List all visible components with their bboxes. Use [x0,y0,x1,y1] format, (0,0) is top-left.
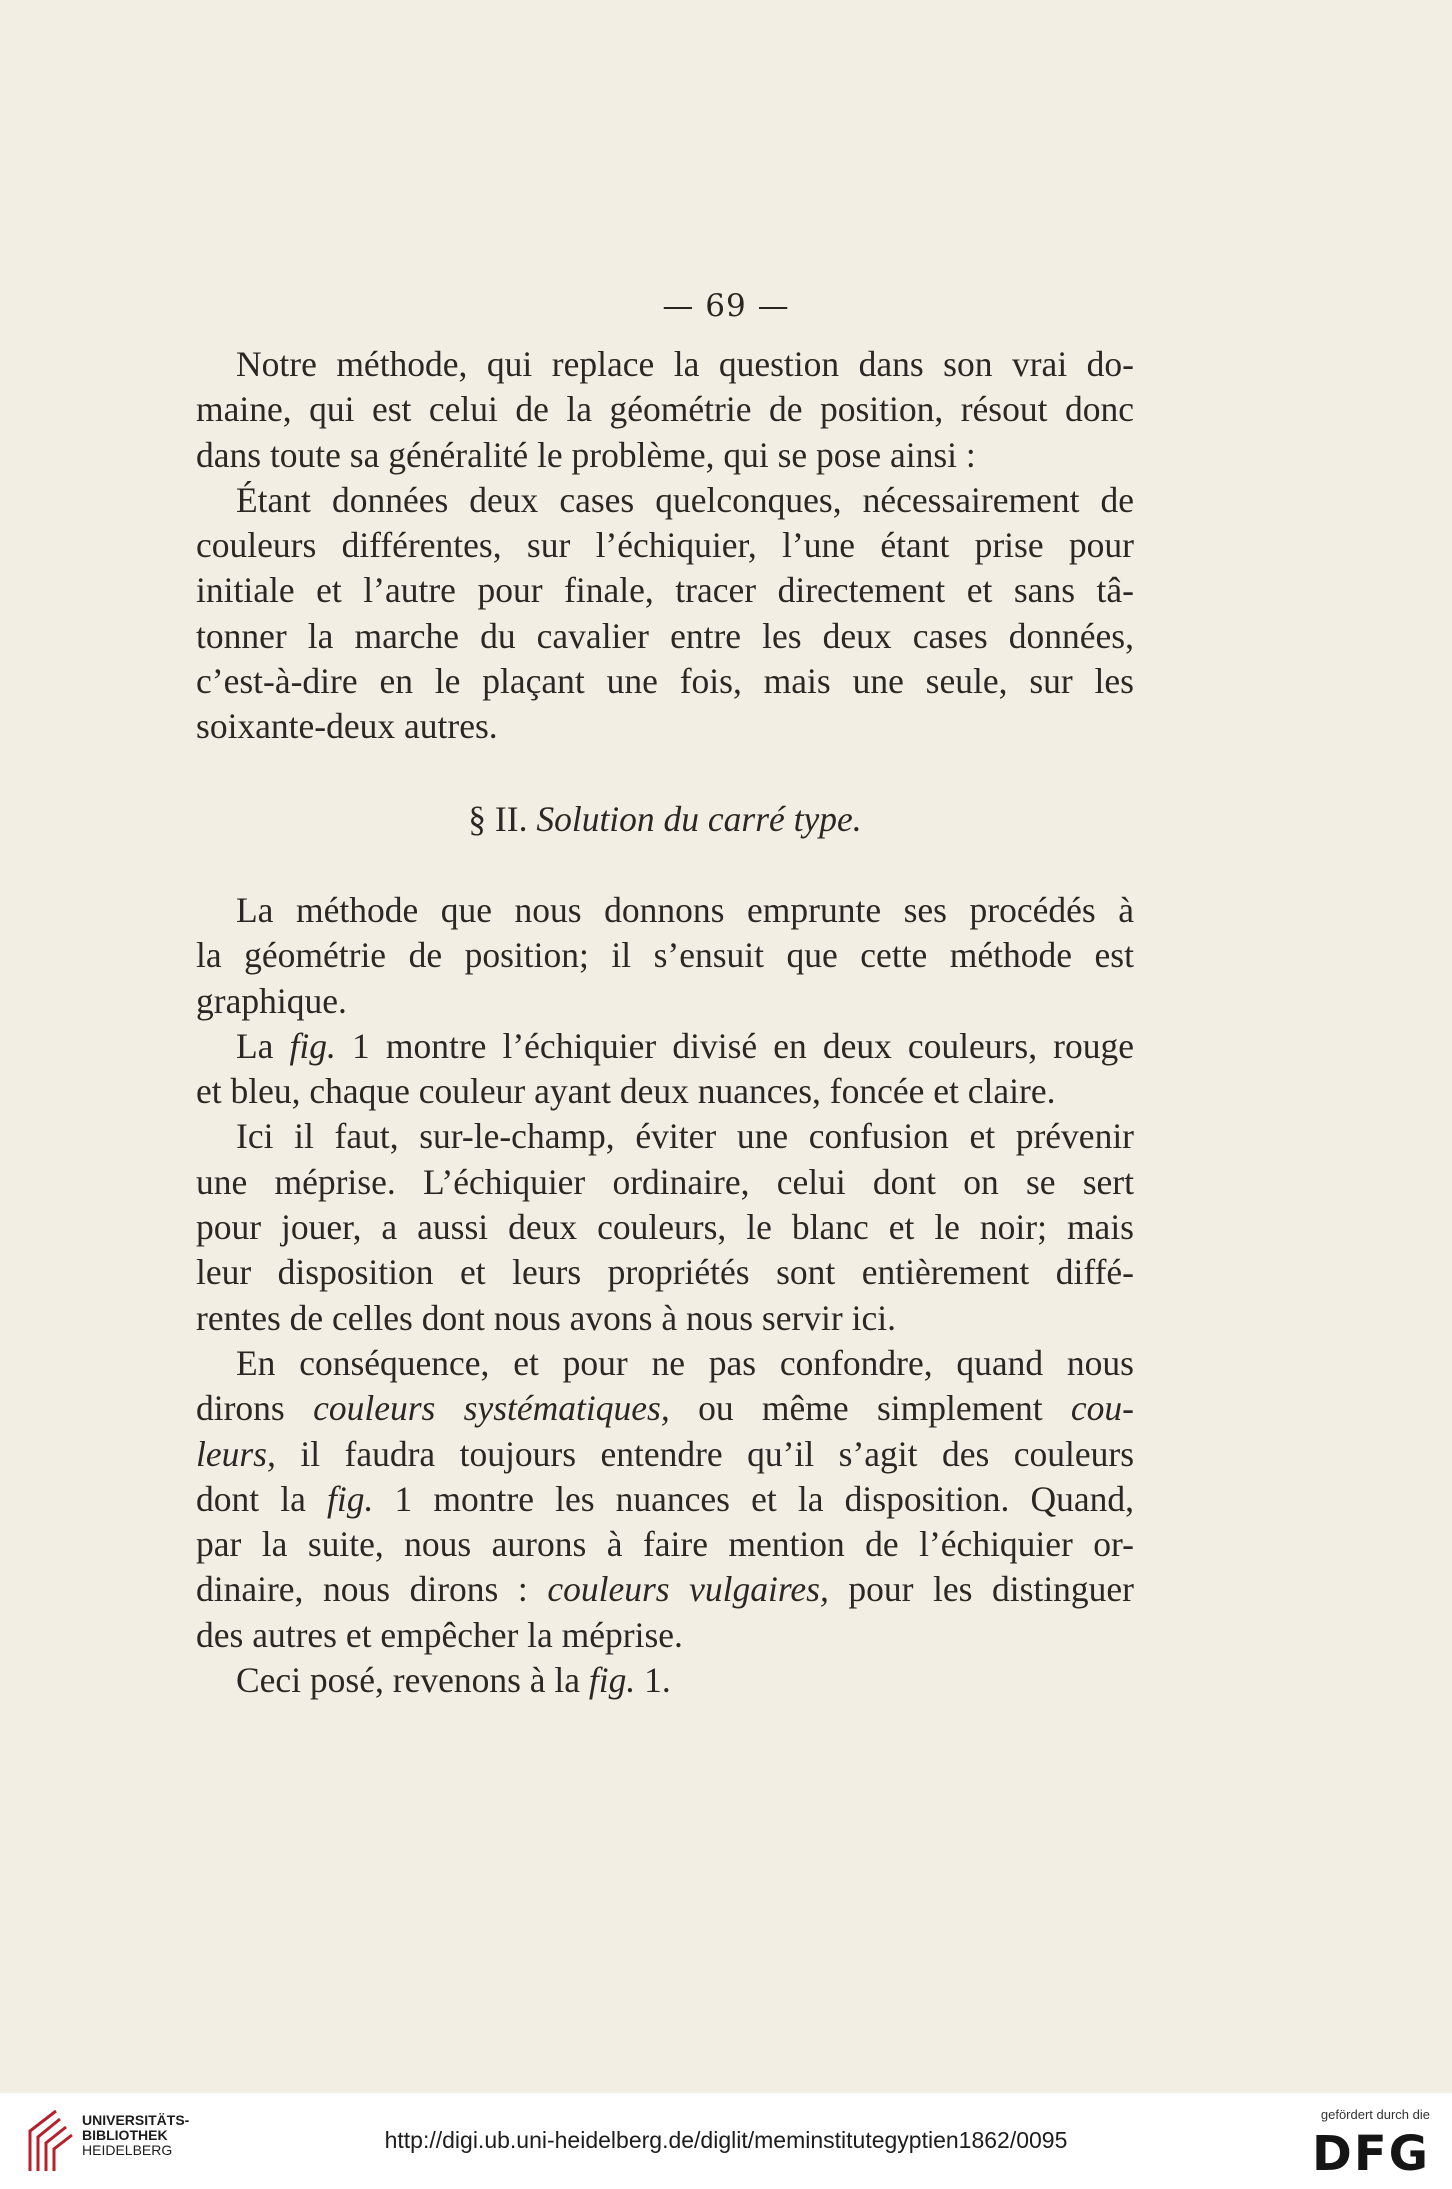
text-line [196,1024,1134,1069]
section-heading [196,797,1134,842]
body-text [196,342,1134,1703]
text-line: couleurs différentes, sur l’échiquier, l’une étant prise pour [196,525,1134,566]
text-line: dans toute sa généralité le problème, qui se pose ainsi : [196,434,976,475]
library-name-line: HEIDELBERG [82,2142,173,2158]
text-line: Étant données deux cases quelconques, nécessairement de [236,479,1134,520]
text-line: et bleu, chaque couleur ayant deux nuances, foncée et claire. [196,1071,1056,1112]
text-line: graphique. [196,980,347,1021]
section-mark: § II. [468,798,528,839]
source-url-link[interactable]: http://digi.ub.uni-heidelberg.de/diglit/meminstitutegyptien1862/0095 [384,2127,1068,2153]
text-line [196,1567,1134,1612]
figure-reference: fig. [327,1478,374,1519]
dfg-logo: DFG [1311,2126,1430,2182]
text-run: dirons [196,1388,285,1429]
text-line: maine, qui est celui de la géométrie de position, résout donc [196,389,1134,430]
italic-term: leurs, [196,1433,276,1474]
text-run: ou même simplement [698,1388,1043,1429]
section-title: Solution du carré type. [536,798,862,839]
text-line: des autres et empêcher la méprise. [196,1614,683,1655]
text-run: dinaire, nous dirons : [196,1569,528,1610]
text-run: La [236,1025,274,1066]
digitization-footer [0,2093,1452,2189]
text-line: La méthode que nous donnons emprunte ses procédés à [236,889,1134,930]
library-name-line: BIBLIOTHEK [82,2127,168,2143]
text-run: 1 montre les nuances et la disposition. Quand, [394,1478,1134,1519]
paragraph-2 [196,478,1134,750]
library-name-line: UNIVERSITÄTS- [82,2112,190,2128]
text-run: 1 montre l’échiquier divisé en deux couleurs, rouge [352,1025,1134,1066]
text-line: Notre méthode, qui replace la question dans son vrai do- [236,344,1134,384]
paragraph-3 [196,888,1134,1024]
text-run: Ceci posé, revenons à la [236,1660,581,1701]
text-run: pour les distinguer [848,1569,1134,1610]
text-line: leur disposition et leurs propriétés sont entièrement diffé- [196,1252,1134,1293]
text-line: rentes de celles dont nous avons à nous servir ici. [196,1297,896,1338]
paragraph-1 [196,342,1134,478]
text-line: tonner la marche du cavalier entre les deux cases données, [196,615,1134,656]
text-line: En conséquence, et pour ne pas confondre, quand nous [236,1342,1134,1383]
text-line: Ici il faut, sur-le-champ, éviter une confusion et prévenir [236,1116,1134,1157]
italic-term: cou- [1070,1388,1134,1429]
text-run: dont la [196,1478,306,1519]
text-line: pour jouer, a aussi deux couleurs, le blanc et le noir; mais [196,1207,1134,1248]
text-line: par la suite, nous aurons à faire mention de l’échiquier or- [196,1524,1134,1565]
text-run: il faudra toujours entendre qu’il s’agit des couleurs [300,1433,1134,1474]
text-line: soixante-deux autres. [196,706,498,747]
paragraph-7 [196,1658,1134,1703]
text-line [196,1658,1134,1703]
text-line [196,1386,1134,1431]
text-line: initiale et l’autre pour finale, tracer directement et sans tâ- [196,570,1134,611]
paragraph-5 [196,1114,1134,1340]
italic-term: couleurs vulgaires, [547,1569,829,1610]
text-line: une méprise. L’échiquier ordinaire, celui dont on se sert [196,1161,1134,1202]
figure-reference: fig. [588,1660,636,1701]
page-number: — 69 — [662,288,790,324]
text-line [196,1432,1134,1477]
paragraph-4 [196,1024,1134,1115]
text-line: c’est-à-dire en le plaçant une fois, mais une seule, sur les [196,661,1134,702]
paragraph-6 [196,1341,1134,1658]
text-line [196,1477,1134,1522]
italic-term: couleurs systématiques, [313,1388,670,1429]
text-run: 1. [644,1660,671,1701]
figure-reference: fig. [289,1025,336,1066]
text-line: la géométrie de position; il s’ensuit que cette méthode est [196,935,1134,976]
funder-label: gefördert durch die [1320,2107,1430,2122]
